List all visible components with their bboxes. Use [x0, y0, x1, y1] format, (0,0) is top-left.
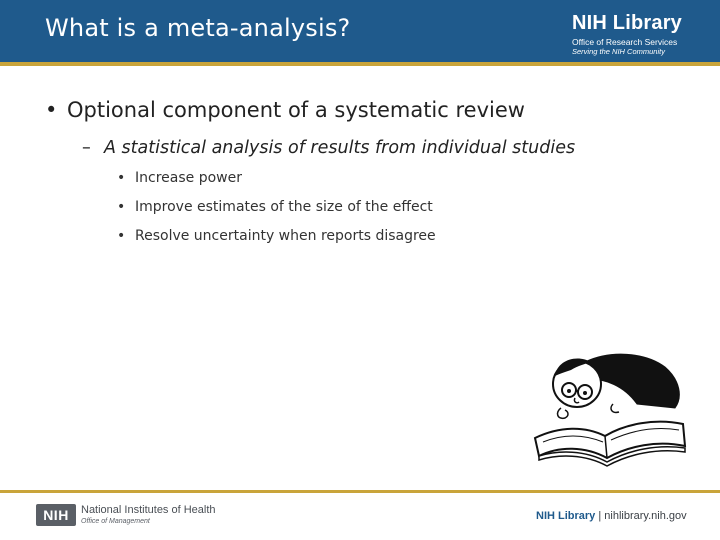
nih-badge-logo: NIH	[36, 504, 76, 526]
bullet-level3-text: Increase power	[135, 170, 242, 186]
footer-library-link	[536, 510, 687, 522]
footer-divider	[0, 490, 720, 493]
bullet-level3-item	[117, 170, 242, 186]
brand-tagline: Serving the NIH Community	[572, 47, 665, 56]
bullet-level2	[82, 138, 575, 158]
dash-glyph: –	[82, 138, 91, 158]
brand-name: NIH Library	[572, 12, 683, 34]
footer-separator: |	[598, 510, 602, 522]
footer-library-label: NIH Library	[536, 510, 596, 522]
bullet-glyph: •	[117, 170, 126, 186]
bullet-level3-text: Improve estimates of the size of the effect	[135, 199, 433, 215]
bullet-level1-text: Optional component of a systematic review	[67, 98, 525, 122]
bullet-glyph: •	[117, 228, 126, 244]
bullet-glyph: •	[45, 98, 58, 122]
org-subtitle: Office of Management	[81, 518, 150, 525]
slide-title: What is a meta-analysis?	[45, 14, 351, 42]
bullet-glyph: •	[117, 199, 126, 215]
bullet-level3-item	[117, 199, 433, 215]
org-name: National Institutes of Health	[81, 504, 216, 516]
brand-subtitle: Office of Research Services	[572, 37, 678, 47]
header-divider	[0, 62, 720, 66]
bullet-level1	[45, 98, 525, 122]
footer-url: nihlibrary.nih.gov	[604, 510, 687, 522]
bullet-level3-text: Resolve uncertainty when reports disagree	[135, 228, 436, 244]
bullet-level2-text: A statistical analysis of results from individual studies	[104, 138, 576, 158]
nih-library-logo	[572, 12, 712, 56]
reader-with-book-icon	[525, 342, 690, 467]
bullet-level3-item	[117, 228, 436, 244]
